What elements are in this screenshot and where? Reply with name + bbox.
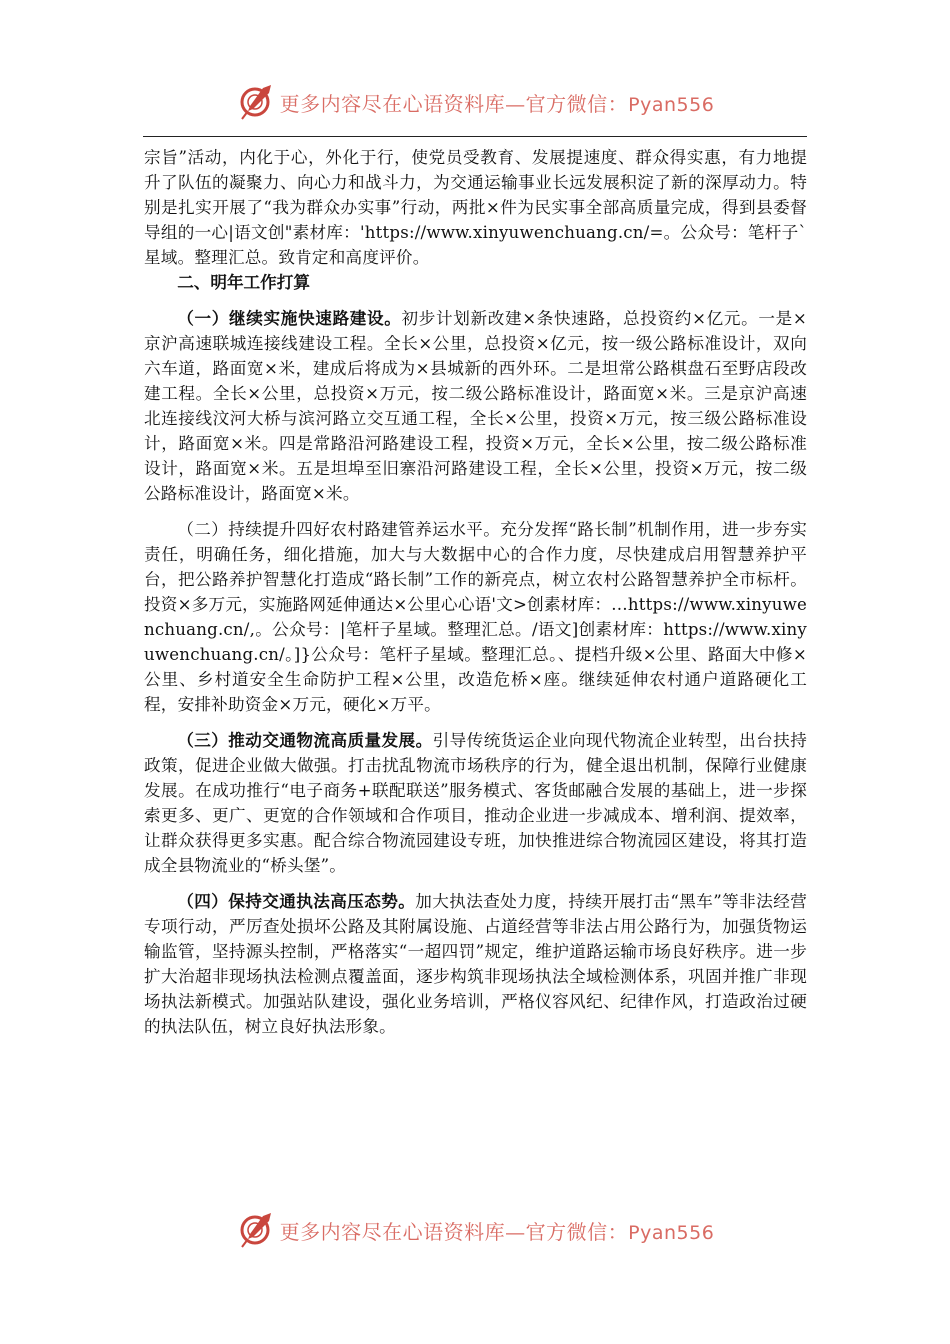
paragraph-enforcement bbox=[144, 889, 807, 1039]
paragraph-logistics-text: 引导传统货运企业向现代物流企业转型，出台扶持政策，促进企业做大做强。打击扰乱物流市场秩序的行为，健全退出机制，保障行业健康发展。在成功推行“电子商务+联配联送”服务模式、客货邮融合发展的基础上，进一步探索更多、更广、更宽的合作领域和合作项目，推动企业进一步减成本、增利润、提效率，让群众获得更多实惠。配合综合物流园建设专班，加快推进综合物流园区建设，将其打造成全县物流业的“桥头堡”。 bbox=[144, 731, 807, 875]
paragraph-rural-roads: （二）持续提升四好农村路建管养运水平。充分发挥“路长制”机制作用，进一步夯实责任，明确任务，细化措施，加大与大数据中心的合作力度，尽快建成启用智慧养护平台，把公路养护智慧化打造成“路长制”工作的新亮点，树立农村公路智慧养护全市标杆。投资×多万元，实施路网延伸通达×公里心心语'文>创素材库：…https://www.xinyuwenchuang.cn/,。公众号：|笔杆子星域。整理汇总。/语文]创素材库：https://www.xinyuwenchuang.cn/。]}公众号：笔杆子星域。整理汇总。、提档升级×公里、路面大中修×公里、乡村道安全生命防护工程×公里，改造危桥×座。继续延伸农村通户道路硬化工程，安排补助资金×万元，硬化×万平。 bbox=[144, 520, 807, 714]
footer-watermark-label: 更多内容尽在心语资料库—官方微信： bbox=[279, 1219, 629, 1244]
paragraph-intro: 宗旨”活动，内化于心，外化于行，使党员受教育、发展提速度、群众得实惠，有力地提升了队伍的凝聚力、向心力和战斗力，为交通运输事业长远发展积淀了新的深厚动力。特别是扎实开展了“我为群众办实事”行动，两批×件为民实事全部高质量完成，得到县委督导组的一心|语文创"素材库：'https://www.xinyuwenchuang.cn/=。公众号：笔杆子`星域。整理汇总。致肯定和高度评价。 bbox=[144, 148, 807, 267]
header-wechat-id: Pyan556 bbox=[628, 93, 715, 116]
header-divider bbox=[143, 136, 807, 137]
header-watermark-text bbox=[280, 88, 715, 117]
pen-logo-icon bbox=[236, 82, 276, 122]
paragraph-expressway-text: 初步计划新改建×条快速路，总投资约×亿元。一是×京沪高速联城连接线建设工程。全长×公里，总投资×亿元，按一级公路标准设计，双向六车道，路面宽×米，建成后将成为×县城新的西外环。二是坦常公路棋盘石至野店段改建工程。全长×公里，总投资×万元，按二级公路标准设计，路面宽×米。三是京沪高速北连接线汶河大桥与滨河路立交互通工程，全长×公里，投资×万元，按三级公路标准设计，路面宽×米。四是常路沿河路建设工程，投资×万元，全长×公里，按二级公路标准设计，路面宽×米。五是坦埠至旧寨沿河路建设工程，全长×公里，投资×万元，按二级公路标准设计，路面宽×米。 bbox=[144, 309, 807, 503]
paragraph-expressway bbox=[144, 306, 807, 506]
paragraph-logistics-lead: （三）推动交通物流高质量发展。 bbox=[177, 731, 433, 750]
footer-wechat-id: Pyan556 bbox=[628, 1221, 715, 1244]
header-watermark-label: 更多内容尽在心语资料库—官方微信： bbox=[279, 91, 629, 116]
paragraph-enforcement-lead: （四）保持交通执法高压态势。 bbox=[177, 892, 416, 911]
paragraph-logistics bbox=[144, 728, 807, 878]
footer-watermark-text bbox=[280, 1216, 715, 1245]
header-watermark-banner bbox=[0, 80, 950, 124]
paragraph-enforcement-text: 加大执法查处力度，持续开展打击“黑车”等非法经营专项行动，严厉查处损坏公路及其附属设施、占道经营等非法占用公路行为，加强货物运输监管，坚持源头控制，严格落实“一超四罚”规定，维护道路运输市场良好秩序。进一步扩大治超非现场执法检测点覆盖面，逐步构筑非现场执法全域检测体系，巩固并推广非现场执法新模式。加强站队建设，强化业务培训，严格仪容风纪、纪律作风，打造政治过硬的执法队伍，树立良好执法形象。 bbox=[144, 892, 807, 1036]
section-heading-next-year-plan: 二、明年工作打算 bbox=[177, 273, 310, 292]
footer-watermark-banner bbox=[0, 1208, 950, 1252]
pen-logo-icon bbox=[236, 1210, 276, 1250]
document-body bbox=[144, 145, 807, 1039]
paragraph-expressway-lead: （一）继续实施快速路建设。 bbox=[177, 309, 402, 328]
